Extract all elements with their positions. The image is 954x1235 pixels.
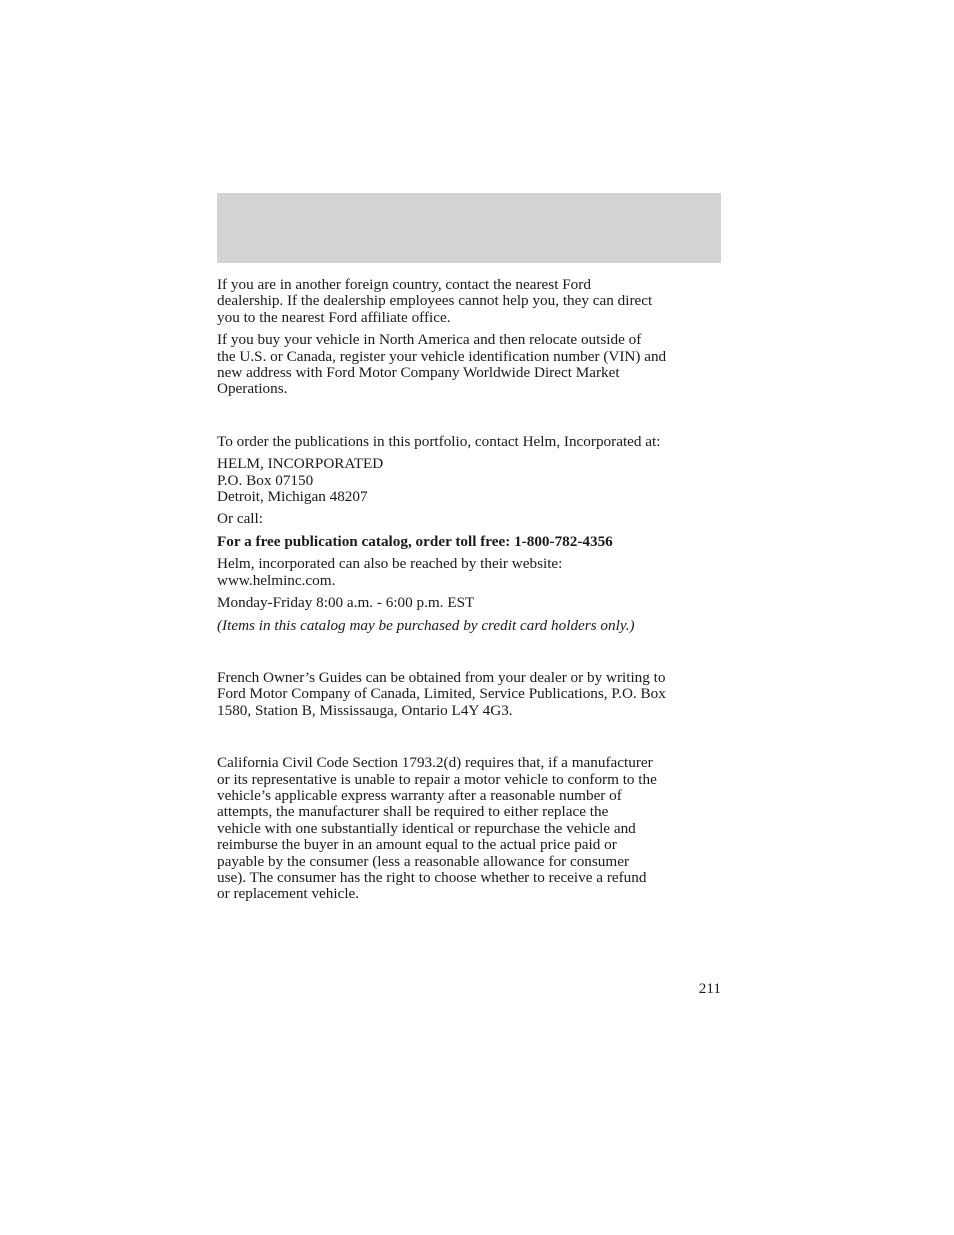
credit-card-note: (Items in this catalog may be purchased by credit card holders only.) [217,616,635,634]
paragraph-foreign-country: If you are in another foreign country, contact the nearest Ford dealership. If the dealership employees cannot help you, they can direct you to the nearest Ford affiliate office. [217,276,653,326]
business-hours: Monday-Friday 8:00 a.m. - 6:00 p.m. EST [217,594,475,612]
paragraph-order-publications: To order the publications in this portfolio, contact Helm, Incorporated at: [217,432,661,450]
section-header-band [217,193,721,263]
paragraph-french-guides: French Owner’s Guides can be obtained from your dealer or by writing to Ford Motor Company of Canada, Limited, Service Publications, P.O. Box 1580, Station B, Mississauga, Ontario L4Y 4G3. [217,668,666,719]
paragraph-california-code: California Civil Code Section 1793.2(d) requires that, if a manufacturer or its representative is unable to repair a motor vehicle to conform to the vehicle’s applicable express warranty after a reasonable number of attempts, the manufacturer shall be required to either replace the vehicle with one substantially identical or repurchase the vehicle and reimburse the buyer in an amount equal to the actual price paid or payable by the consumer (less a reasonable allowance for consumer use). The consumer has the right to choose whether to receive a refund or replacement vehicle. [217,754,657,903]
paragraph-or-call: Or call: [217,510,263,528]
toll-free-number: For a free publication catalog, order toll free: 1-800-782-4356 [217,532,613,550]
paragraph-relocate: If you buy your vehicle in North America and then relocate outside of the U.S. or Canada, register your vehicle identification number (VIN) and new address with Ford Motor Company Worldwide Direct Market Operations. [217,331,667,398]
paragraph-website: Helm, incorporated can also be reached by their website: www.helminc.com. [217,555,563,589]
page-number: 211 [698,980,721,997]
page-body [217,277,727,903]
helm-address: HELM, INCORPORATED P.O. Box 07150 Detroit, Michigan 48207 [217,455,384,506]
